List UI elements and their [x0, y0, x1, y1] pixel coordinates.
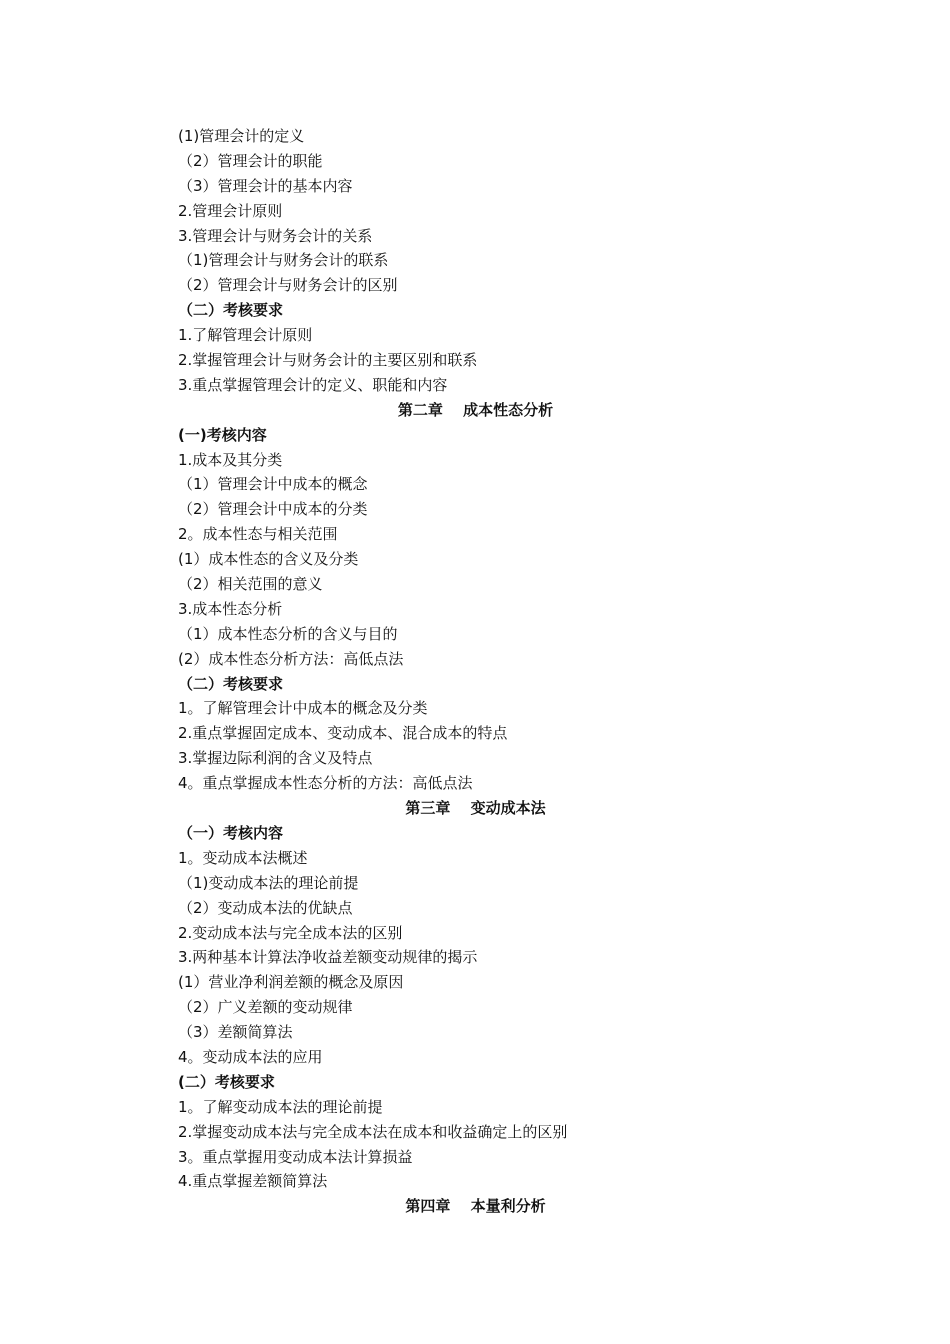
text-line: 1。变动成本法概述 — [178, 848, 308, 867]
text-line: （2）相关范围的意义 — [178, 575, 323, 594]
section-heading: （二）考核要求 — [178, 674, 284, 693]
text-line: （3）管理会计的基本内容 — [178, 176, 353, 195]
text-line: （1）成本性态分析的含义与目的 — [178, 624, 398, 643]
text-line: （2）管理会计中成本的分类 — [178, 500, 368, 519]
text-line: 2.掌握管理会计与财务会计的主要区别和联系 — [178, 351, 478, 370]
text-line: （1)变动成本法的理论前提 — [178, 873, 359, 892]
text-line: 1。了解管理会计中成本的概念及分类 — [178, 699, 428, 718]
chapter-heading: 第三章 变动成本法 — [405, 799, 546, 818]
text-line: 4.重点掌握差额简算法 — [178, 1172, 328, 1191]
text-line: 4。重点掌握成本性态分析的方法：高低点法 — [178, 774, 473, 793]
text-line: （1)管理会计与财务会计的联系 — [178, 251, 389, 270]
text-line: 3.管理会计与财务会计的关系 — [178, 226, 373, 245]
text-line: 3.成本性态分析 — [178, 599, 283, 618]
document-page — [178, 124, 773, 1219]
text-line: 1.了解管理会计原则 — [178, 326, 313, 345]
text-line: 2.重点掌握固定成本、变动成本、混合成本的特点 — [178, 724, 508, 743]
chapter-heading: 第四章 本量利分析 — [405, 1197, 546, 1216]
text-line: (1）成本性态的含义及分类 — [178, 550, 359, 569]
text-line: (1）营业净利润差额的概念及原因 — [178, 973, 404, 992]
text-line: (2）成本性态分析方法：高低点法 — [178, 649, 404, 668]
text-line: （3）差额简算法 — [178, 1023, 293, 1042]
section-heading: (一)考核内容 — [178, 425, 267, 444]
text-line: （2）管理会计的职能 — [178, 151, 323, 170]
chapter-heading: 第二章 成本性态分析 — [397, 400, 554, 419]
text-line: 1.成本及其分类 — [178, 450, 283, 469]
text-line: 4。变动成本法的应用 — [178, 1047, 323, 1066]
text-line: 2.变动成本法与完全成本法的区别 — [178, 923, 403, 942]
text-line: 2.管理会计原则 — [178, 201, 283, 220]
section-heading: （二）考核要求 — [178, 301, 284, 320]
text-line: 2.掌握变动成本法与完全成本法在成本和收益确定上的区别 — [178, 1122, 568, 1141]
text-line: 1。了解变动成本法的理论前提 — [178, 1097, 383, 1116]
text-line: 3.重点掌握管理会计的定义、职能和内容 — [178, 375, 448, 394]
text-line: （2）管理会计与财务会计的区别 — [178, 276, 398, 295]
section-heading: (二）考核要求 — [178, 1072, 275, 1091]
text-line: 3.两种基本计算法净收益差额变动规律的揭示 — [178, 948, 478, 967]
text-line: （1）管理会计中成本的概念 — [178, 475, 368, 494]
text-line: 2。成本性态与相关范围 — [178, 525, 338, 544]
text-line: （2）变动成本法的优缺点 — [178, 898, 353, 917]
text-line: (1)管理会计的定义 — [178, 127, 305, 145]
text-line: 3。重点掌握用变动成本法计算损益 — [178, 1147, 413, 1166]
section-heading: （一）考核内容 — [178, 823, 284, 842]
text-line: （2）广义差额的变动规律 — [178, 998, 353, 1017]
text-line: 3.掌握边际利润的含义及特点 — [178, 749, 373, 768]
